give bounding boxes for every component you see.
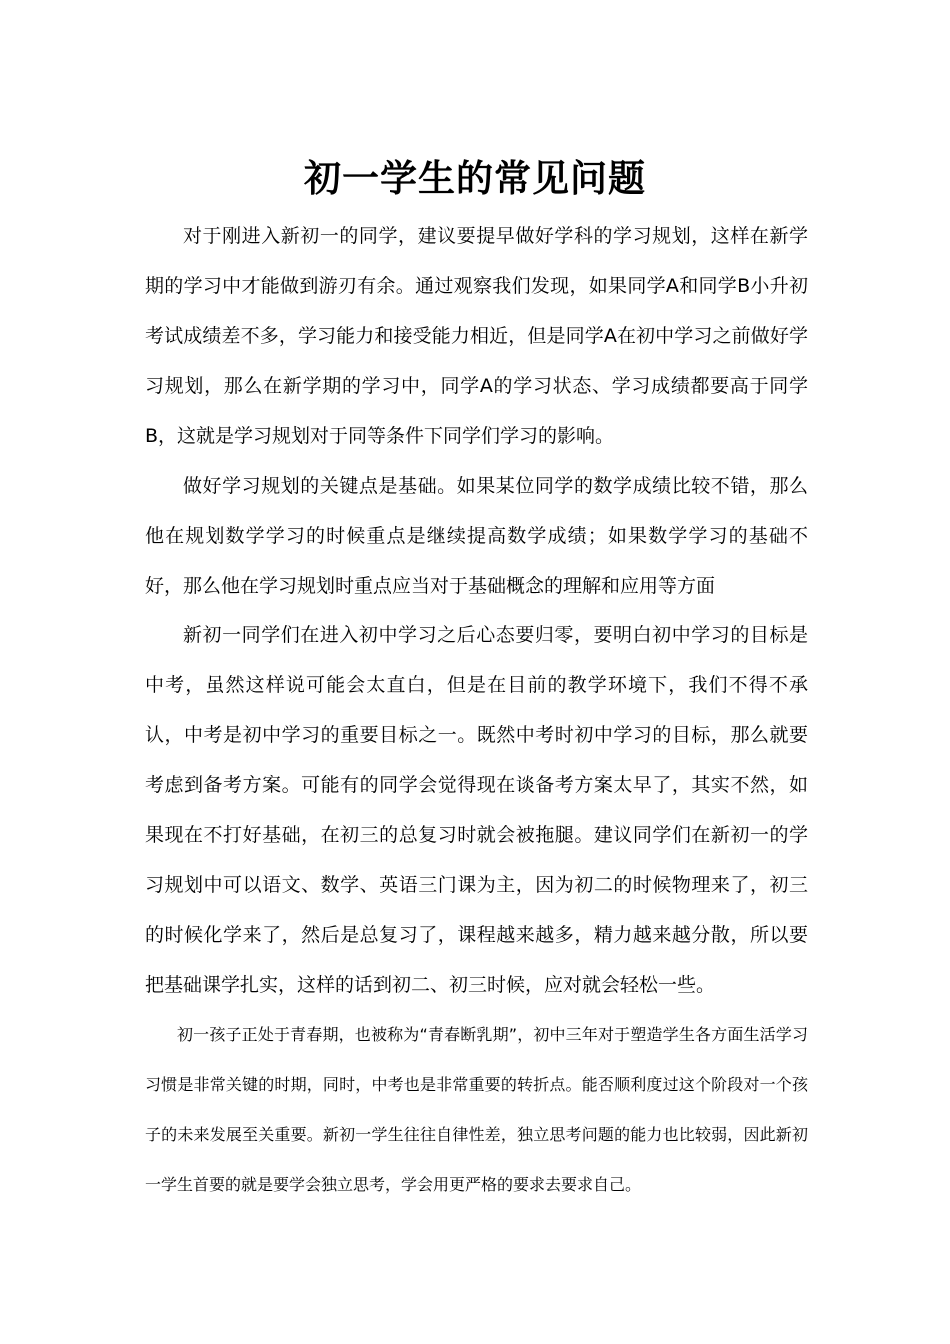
paragraph-adolescence: 初一孩子正处于青春期，也被称为“青春断乳期”，初中三年对于塑造学生各方面生活学习习惯是非常关键的时期，同时，中考也是非常重要的转折点。能否顺利度过这个阶段对一个孩子的未来发展至关重要。新初一学生往往自律性差，独立思考问题的能力也比较弱，因此新初一学生首要的就是要学会独立思考，学会用更严格的要求去要求自己。 [145, 1025, 808, 1194]
paragraph-learning-plan-intro: 对于刚进入新初一的同学，建议要提早做好学科的学习规划，这样在新学期的学习中才能做到游刃有余。通过观察我们发现，如果同学A和同学B小升初考试成绩差不多，学习能力和接受能力相近，但是同学A在初中学习之前做好学习规划，那么在新学期的学习中，同学A的学习状态、学习成绩都要高于同学B，这就是学习规划对于同等条件下同学们学习的影响。 [145, 225, 808, 447]
paragraph-foundation-key: 做好学习规划的关键点是基础。如果某位同学的数学成绩比较不错，那么他在规划数学学习的时候重点是继续提高数学成绩；如果数学学习的基础不好，那么他在学习规划时重点应当对于基础概念的理解和应用等方面 [145, 475, 808, 597]
paragraph-exam-goal: 新初一同学们在进入初中学习之后心态要归零，要明白初中学习的目标是中考，虽然这样说可能会太直白，但是在目前的教学环境下，我们不得不承认，中考是初中学习的重要目标之一。既然中考时初中学习的目标，那么就要考虑到备考方案。可能有的同学会觉得现在谈备考方案太早了，其实不然，如果现在不打好基础，在初三的总复习时就会被拖腿。建议同学们在新初一的学习规划中可以语文、数学、英语三门课为主，因为初二的时候物理来了，初三的时候化学来了，然后是总复习了，课程越来越多，精力越来越分散，所以要把基础课学扎实，这样的话到初二、初三时候，应对就会轻松一些。 [145, 624, 808, 996]
document-title: 初一学生的常见问题 [304, 156, 646, 200]
